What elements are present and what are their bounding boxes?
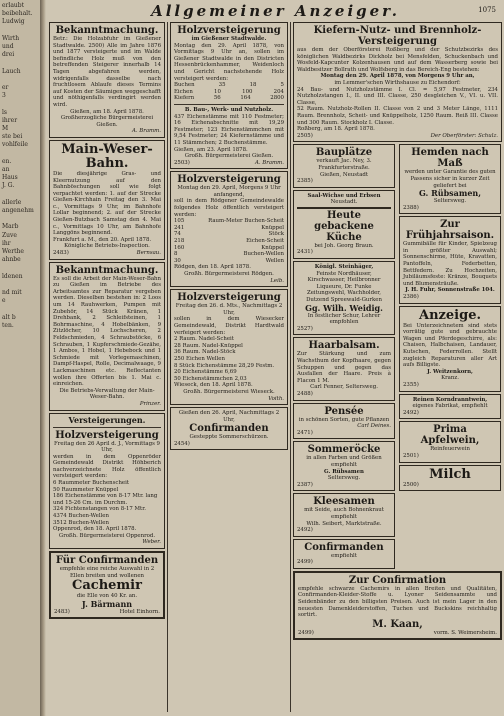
list-item: 3512 Buchen-Wellen: [53, 519, 109, 526]
ad-bauplaetze: [293, 144, 395, 187]
cutoff-line: drei: [2, 51, 15, 59]
ad-place: Oppenrod, den 18. April 1878.: [53, 526, 137, 533]
ad-issuer: Königliche Betriebs-Inspection.: [64, 243, 150, 250]
ad-code: 2505): [297, 132, 313, 139]
cutoff-line: ldenen: [2, 272, 23, 280]
ad-body: werden unter Garantie des guten Passens sicher in kurzer Zeit geliefert bei: [404, 169, 496, 189]
list-item: 50 Raummeter Knüppel: [53, 486, 119, 493]
ad-title: Reinen Korndranntwein,: [412, 396, 488, 403]
table-row: 8 Buchen-Wellen: [174, 251, 284, 258]
ad-subtitle: bei Joh. Georg Braun.: [314, 242, 374, 249]
ad-signature: J. H. Fuhr, Sonnenstraße 104.: [405, 287, 495, 294]
ad-body: 437 Eichenstämme mit 110 Festmeter; 16 Eichenabschnitte mit 19,29 Festmeter; 123 Eichenstämmchen mit 9,54 Festmeter; 24 Kiefernstämme und 11 Stämmchen; 2 Buchenstämme.: [174, 113, 284, 146]
cutoff-line: [2, 150, 39, 158]
ad-signature: A. Bramm.: [131, 128, 161, 135]
ad-code: 2385): [297, 178, 313, 185]
cutoff-line: erlaubt: [2, 2, 25, 9]
list-item: 24 Bau- und Nutzholzstämme I. Cl. = 5,97 Festmeter, 234 Nutzholzstangen I., II. und III. Classe, 250 desgleichen V., VI. u. VII. Classe,: [297, 86, 498, 106]
ad-signature: Der Oberförster: Schulz.: [430, 132, 498, 139]
ad-subtitle: Gießen, Neustadt: [319, 171, 369, 178]
ad-signature: Voith.: [268, 395, 284, 402]
ad-code: 2500): [403, 481, 419, 488]
ad-title: Saal-Wichse und Erbsen: [307, 192, 381, 199]
ad-confirmanden-cachemir: [49, 551, 165, 619]
page-number: 1075: [478, 6, 496, 14]
ad-body: Zur Stärkung und zum Wachsthum der Kopfhaare, gegen Schuppen und gegen das Ausfallen der Haare. Preis à Flacon 1 M.: [297, 351, 391, 384]
ad-fruehjahrsaison: [399, 216, 501, 303]
cutoff-line: und: [2, 43, 14, 51]
ad-signature: M. Kaan,: [372, 618, 423, 630]
list-item: 8 Stück Eichenstämme 28,29 Festm.: [174, 362, 275, 369]
cutoff-line: Haus: [2, 174, 18, 182]
page-gutter: [40, 0, 46, 716]
cutoff-line: ihr: [2, 239, 11, 247]
ad-signature: Weber.: [142, 539, 161, 546]
cutoff-line: ste bei: [2, 133, 23, 141]
list-item: 20 Eichenstämme 6,69: [174, 369, 237, 376]
ad-issuer: Großh. Bürgermeisterei Gießen.: [184, 153, 274, 160]
ad-place: Seltersweg.: [327, 475, 361, 482]
ad-code: 2501): [403, 452, 419, 459]
ad-issuer: Die Betriebs-Verwaltung der Main-Weser-Bahn.: [59, 387, 155, 401]
ad-issuer: Großh. Bürgermeisterei Oppenrod.: [58, 532, 156, 539]
ad-issuer: Großh. Bürgermeisterei Rödgen.: [184, 271, 274, 277]
ad-body: eigenes Fabrikat, empfiehlt: [412, 403, 488, 410]
ad-title: Holzversteigerung: [177, 292, 281, 304]
ad-title-2: Heute gebackene Küche: [314, 209, 374, 243]
ad-signature: J. Bärmann: [81, 598, 133, 609]
ad-place: vorm. S. Weimersheim.: [433, 629, 497, 636]
ad-zur-confirmation: [293, 571, 502, 641]
table-row: 30 Wellen: [174, 257, 284, 264]
ad-pensee: [293, 403, 395, 440]
cutoff-line: [2, 306, 39, 314]
ad-product: Cachemir: [72, 578, 142, 594]
ad-signature: Carl Fenner, Seltersweg.: [310, 384, 378, 391]
cutoff-line: nd mit: [2, 289, 22, 297]
page-header: [47, 0, 504, 20]
ad-signature: Wilh. Seibert, Marktstraße.: [306, 520, 382, 527]
cutoff-line: Zuve: [2, 231, 17, 239]
ad-code: 2527): [297, 325, 313, 332]
ad-code: 2355): [403, 381, 419, 388]
list-item: 250 Eichen Wellen: [174, 355, 225, 362]
ad-body: Die diesjährige Gras- und Kleernutzung auf den Bahnböschungen soll wie folgt verpachtet werden: 1. auf der Strecke Gießen-Kirchhain Freitag den 3. Mai c., Vormittags 9 Uhr, im Bahnhofe Lollar beginnend; 2. auf der Strecke Gießen-Butzbach Samstag den 4. Mai c., Vormittags 10 Uhr, am Bahnhofe Langgöns beginnend.: [53, 170, 161, 237]
ad-body: mit Seide, auch Bohnenkraut empfiehlt: [304, 507, 384, 520]
ad-body: Betr.: Die Holzabfuhr im Gießener Stadtwalde. 2500) Alle im Jahre 1876 und 1877 versteigerte und im Walde befindliche Holz muß von den betreffenden Steigerer innerhalb 14 Tagen abgefahren werden, widrigenfalls dasselbe nach fruchtlosem Ablaufe dieses Termins auf Kosten der Säumigen weggeschafft und nöthigenfalls verdingirt werden wird.: [53, 36, 161, 108]
ad-place: Rödgen, den 18. April 1878.: [174, 264, 251, 271]
subcolumn-left: [291, 144, 397, 571]
ad-place: Seltersweg.: [433, 198, 467, 205]
left-cutoff-column: [0, 0, 41, 716]
ad-title: Holzversteigerung: [55, 429, 159, 441]
cutoff-line: [2, 76, 39, 84]
ad-code: 2492): [297, 527, 313, 534]
ad-holzversteigerung-roedgen: [170, 171, 288, 287]
ad-place: Gießen, am 23. April 1878.: [174, 146, 248, 153]
ad-title: Anzeige.: [418, 307, 482, 323]
ad-title: Main-Weser-Bahn.: [61, 141, 153, 171]
cutoff-line: [2, 27, 39, 35]
table-row: Buchen 35 18 5: [174, 82, 284, 89]
ad-signature: G. Rübsamen,: [418, 188, 482, 199]
cutoff-line: ten.: [2, 321, 14, 329]
ad-date: Freitag den 26 April d. J., Vormittags 9 Uhr,: [54, 440, 160, 454]
cutoff-line: vohlfeile: [2, 141, 28, 149]
ad-sommeroecke: [293, 441, 395, 491]
cutoff-line: 3: [2, 92, 6, 100]
cutoff-line: ihrer: [2, 116, 18, 124]
ad-subtitle: im Gießener Stadtwalde.: [191, 36, 267, 42]
ad-code: 2492): [403, 409, 419, 416]
cutoff-line: Marb: [2, 223, 19, 231]
ad-signature: Carl Deines.: [357, 423, 391, 430]
table-row: Eichen 10 100 204: [174, 88, 284, 95]
list-item: 2 Raum. Nadel-Scheit: [174, 336, 234, 343]
ad-date: Gießen, am 18. April 1878.: [70, 108, 144, 115]
cutoff-line: ls: [2, 108, 7, 116]
ad-holzversteigerung-stadtwald: [170, 22, 288, 169]
cutoff-line: [2, 100, 39, 108]
cutoff-line: M: [2, 125, 9, 133]
ad-title: Confirmanden: [304, 541, 384, 553]
ad-steinhaeger: [293, 261, 395, 335]
ad-code: 2454): [174, 440, 190, 447]
cutoff-line: [2, 191, 39, 199]
ad-body: sollen in dem Wiesecker Gemeindewald, Distrikt Hardtwald verfeigert werden:: [174, 316, 284, 336]
cutoff-line: [2, 281, 39, 289]
ad-body: Montag den 29. April 1878, von Vormittags 9 Uhr an, sollen im Gießener Stadtwalde in den Districten Hessenbrückenhammer, Weidenloch und Gericht nachstehende Holz versteigert werden:: [174, 42, 284, 82]
table-row: 74 Stöck: [174, 231, 284, 238]
ad-title: Milch: [429, 466, 471, 482]
ad-title: Holzversteigerung: [177, 174, 281, 186]
cutoff-line: Lauch: [2, 67, 21, 75]
ad-body: Bei Unterzeichnetem sind stets vorrätig gute und gebrauchte Wagen und Pferdegeschirre, als: Chaisen, Halbchaisen, Landauer, Kutschen, Federrollen. Stellt zugleich Reparaturen aller Art aufs Billigste.: [403, 322, 497, 369]
ad-place: In festlicher Schur, Lehrer empfohlen: [307, 312, 381, 326]
ad-code: 2503): [174, 159, 190, 166]
ad-title: Bekanntmachung.: [55, 264, 159, 276]
ad-body: aus dem der Oberförsterei Roßberg und der Schutzbezirks des königlichen Waldbezirks Dickholz bei Mensfelden, Schuckenbach und Wosfeld-Kapcunter Kolzenhausen und auf dem Wasserberg sowie bei Waldbesitzer Bollrath und Wolfsberg in das Bereich-Eng bestehen:: [297, 47, 498, 73]
ad-body: soll in dem Rödgener Gemeindewalde folgendes Holz öffentlich versteigert werden:: [174, 198, 284, 218]
ad-signature: Leib.: [270, 277, 284, 284]
ad-code: 2483): [53, 250, 69, 257]
ad-date: Freitag den 26. d. Mts., Nachmittags 2 Uhr,: [175, 303, 283, 316]
cutoff-line: angenehm: [2, 207, 34, 215]
cutoff-line: an: [2, 166, 10, 174]
list-item: 4374 Buchen-Wellen: [53, 513, 109, 520]
page-title: Allgemeiner Anzeiger.: [151, 2, 400, 20]
cutoff-line: en.: [2, 157, 12, 165]
cutoff-line: Werthe: [2, 248, 24, 256]
ad-title: Prima Apfelwein,: [420, 424, 480, 447]
ad-title: Holzversteigerung: [177, 25, 281, 36]
ad-signature: A. Bramm.: [254, 159, 284, 166]
column-middle: [168, 22, 291, 712]
ad-haarbalsam: [293, 337, 395, 400]
ad-signature: Prinzer.: [139, 400, 161, 407]
ad-code: 2387): [297, 481, 313, 488]
ad-milch: [399, 465, 501, 492]
ad-title: Zur Confirmation: [348, 574, 447, 586]
column-right: [291, 22, 504, 712]
ad-body: Feinste Nordhäuser, Kirschwasser, Heilbronner Liqueure, Dr. Funke Zeitungswehl, Wachholder, Dutzend Spreewald-Gurken: [306, 270, 382, 304]
column-left: [47, 22, 168, 712]
ad-saal-wichse: [293, 190, 395, 259]
cutoff-line: Ludwig: [2, 18, 25, 26]
ad-holzversteigerung-wieseck: [170, 289, 288, 405]
main-area: [47, 0, 504, 716]
list-item: 52 Raum. Nutzholz-Rollen II. Classe von 2 und 3 Meter Länge, 1111 Raum. Brennholz, Scheit- und Knüppelholz, 1250 Raum. Reiß III. Classe und 300 Raum. Stockholz I. Classe.: [297, 106, 498, 126]
ad-body: werden in dem Oppenröder Gemeindewald Distrikt Höhberich nachverzeichnete Holz öffentlich versteigert werden:: [53, 453, 161, 480]
ad-place: Frankfurt a. M., den 20. April 1878.: [53, 236, 152, 243]
ad-place: Kranz.: [441, 375, 459, 382]
ad-bekanntmachung-reparatur: [49, 262, 165, 411]
ad-issuer: Großherzogliche Bürgermeisterei Gießen.: [60, 115, 154, 128]
ad-hemden: [399, 144, 501, 214]
ad-price: die Elle von 40 Kr. an.: [76, 593, 138, 600]
ad-subtitle: in schönen Sorten, gute Pflanzen: [298, 416, 390, 423]
cutoff-line: e: [2, 297, 6, 305]
ad-title: Pensée: [324, 405, 364, 417]
ad-title: Bauplätze: [315, 147, 373, 159]
ad-title: Für Confirmanden: [55, 555, 159, 566]
cutoff-line: [2, 215, 39, 223]
ad-confirmanden-right: [293, 539, 395, 569]
cutoff-line: er: [2, 84, 9, 92]
cutoff-line: Wirth: [2, 34, 20, 42]
ad-code: 2388): [403, 204, 419, 211]
list-item: 28 Raum. Nadel-Knüppel: [174, 342, 243, 349]
subcolumn-right: [397, 144, 503, 571]
ad-title: Haarbalsam.: [308, 340, 380, 352]
cutoff-line: [2, 265, 39, 273]
ad-body: in allen Farben und Größen empfiehlt: [306, 455, 382, 468]
ad-signature: Gg. Wilh. Weidig.: [305, 302, 383, 313]
cutoff-line: J. G.: [2, 182, 15, 190]
cutoff-line: beibehalt.: [2, 10, 33, 18]
ad-body: Gesteppte Sommerschürzen.: [189, 434, 269, 441]
ad-code: 2499): [298, 629, 314, 636]
ad-body: verkauft Jac. Ney, 3. Frankfurterstraße.: [316, 158, 372, 171]
cutoff-line: allerle: [2, 198, 22, 206]
ad-code: 2386): [403, 294, 419, 301]
section-heading: Versteigerungen.: [68, 414, 146, 425]
ad-signature: J. Weitzenkorn,: [427, 368, 473, 375]
table-row: Kiefern 56 164 2800: [174, 95, 284, 102]
ad-title: Sommeröcke: [307, 444, 381, 456]
table-row: 241 Knüppel: [174, 224, 284, 231]
ad-date: Montag den 29. April, Morgens 9 Uhr anfangend,: [177, 185, 281, 198]
table-row: 218 Eichen-Scheit: [174, 238, 284, 245]
ad-title: Kleesamen: [313, 496, 375, 508]
ad-place: Wieseck, den 18. April 1878.: [174, 382, 253, 389]
ad-body: Gummibälle für Kinder, Spielzeug in größter Auswahl; Sonnenschirme, Hüte, Kravatten, Pantoffeln, Federbetten, Bettfedern. Zu Hochzeiten, Jubiläumsfeste: Kränze, Bouquets und Blumensträuße.: [403, 241, 497, 287]
ad-code: 2483): [54, 608, 70, 615]
list-item: 324 Fichtenstangen von 8-17 Mtr.: [53, 506, 146, 513]
ad-date: Montag den 29. April 1878, von Morgens 9 Uhr an,: [320, 73, 475, 80]
list-item: 186 Eichenstämme von 8-17 Mtr. lang und 15-26 Cm. im Durchm.: [53, 493, 158, 506]
ad-date: Gießen den 26. April, Nachmittags 2 Uhr,: [178, 410, 280, 423]
ad-body: Es soll die Arbeit der Main-Weser-Bahn zu Gießen im Betriebe des Arbeitsamtes zur Reparatur vergeben werden. Dieselben bestehen in: 2 Loos um 14 Rauhwerken, Pumpen mit Zubehör, 14 Stück Kränen, 1 Drehbank, 2 Schleifsteinen, 1 Bohrmaschine, 4 Hobelbänken, 9 Zitzlöcher, 10 Lochscheren, 2 Feldschmieden, 4 Schraubstöcke, 6 Schrauben, 1 Kupferschmiede-Gezähe, 1 Ambos, 1 Hobel, 1 Hebebock und 1 Schmiede mit Vorlegemaschinen, Dampf-Haspel, Rolle, Decimalwaage, 9 Lackmaschinen etc. Reflectanten wollen ihre Offerten bis 1. Mai c. einreichen.: [53, 275, 161, 388]
ad-place: Hotel Einhorn.: [119, 608, 160, 615]
cutoff-line: ahnbe: [2, 256, 21, 264]
cutoff-line: [2, 59, 39, 67]
ad-body: empfehle schwarze Cachemirs in allen Breiten und Qualitäten, Confirmanden-Kleider-Stoffe u. Lyoner Seidensammte und Seidenbänder zu den billigsten Preisen. Auch ist mein Lager in den neuesten Damenkleiderstoffen, Tuchen und Buckskins reichhaltig sortirt.: [298, 585, 497, 619]
ad-anzeige-wagen: [399, 306, 501, 392]
ad-signature: Bernsau.: [136, 250, 161, 257]
list-item: Roßberg, am 18. April 1878.: [297, 126, 375, 133]
ad-subheading: B. Bau-, Werk- und Nutzholz.: [184, 106, 274, 113]
ad-title: Confirmanden: [189, 423, 269, 435]
ad-main-weser-bahn: [49, 140, 165, 260]
ad-kiefern-versteigerung: [293, 22, 502, 142]
ad-kleesamen: [293, 493, 395, 536]
ad-holzversteigerung-oppenrod: [49, 413, 165, 550]
cutoff-line: alt b: [2, 313, 16, 321]
ad-code: 2499): [297, 559, 313, 566]
table-row: 160 Knüppel: [174, 244, 284, 251]
ad-code: 2431): [297, 249, 313, 256]
ad-korndranntwein: [399, 394, 501, 420]
ad-subtitle: empfiehlt: [331, 552, 357, 559]
ad-title: Bekanntmachung.: [55, 25, 159, 36]
ad-bekanntmachung-holzabfuhr: [49, 22, 165, 138]
ad-signature: G. Rübsamen: [324, 468, 364, 475]
ad-place: im Lemmer'schen Wirthshause zu Eichendorf:: [334, 79, 461, 86]
ad-confirmanden-schuerzen: [170, 407, 288, 450]
ad-body: Neustadt.: [330, 199, 358, 206]
cutoff-text: [0, 0, 40, 330]
ad-title: Hemden nach Maß: [411, 147, 489, 170]
list-item: 50 Eichenstämmchen 2,03: [174, 375, 247, 382]
ad-title: Zur Frühjahrsaison.: [405, 219, 495, 242]
ad-issuer: Großh. Bürgermeisterei Wieseck.: [183, 388, 275, 395]
table-row: 105 Raum-Meter Buchen-Scheit: [174, 218, 284, 225]
ad-title: Königl. Steinhäger,: [314, 264, 374, 271]
ad-apfelwein: [399, 421, 501, 462]
ad-code: 2488): [297, 390, 313, 397]
list-item: 36 Raum. Nadel-Stöck: [174, 349, 236, 356]
item-list: [53, 480, 161, 526]
list-item: 6 Raummeter Buchenscheit: [53, 480, 129, 487]
ad-code: 2471): [297, 429, 313, 436]
ad-subtitle: Reinfeuerwein: [430, 446, 470, 453]
ad-body: empfehle eine reiche Auswahl in 2 Ellen breiten und wollenen: [59, 566, 155, 579]
ad-title: Kiefern-Nutz- und Brennholz-Versteigerung: [313, 25, 482, 47]
